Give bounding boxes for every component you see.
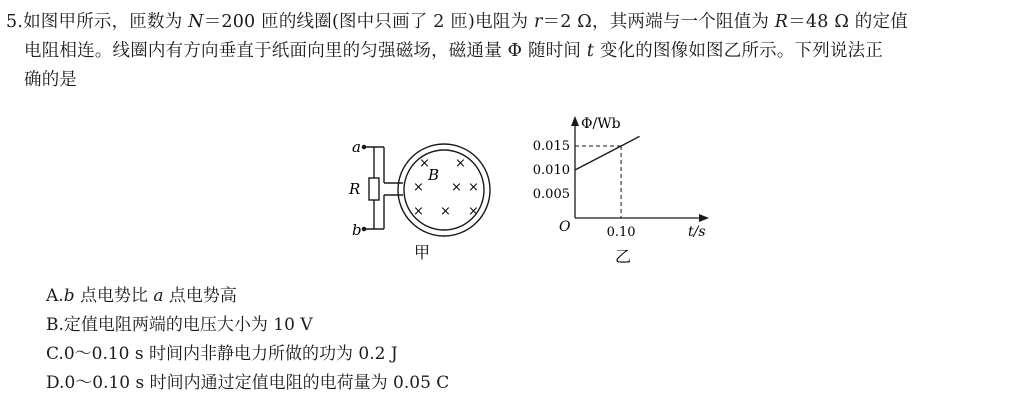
stem-text: 如图甲所示，匝数为 [23, 12, 189, 32]
option-label: C. [46, 344, 64, 364]
stem-text: 电阻相连。线圈内有方向垂直于纸面向里的匀强磁场，磁通量 Φ 随时间 [24, 41, 587, 61]
option-A[interactable] [46, 282, 449, 311]
option-symbol: b [63, 286, 75, 306]
field-cross: × [455, 156, 466, 171]
label-a: a [352, 138, 361, 156]
origin-label: O [559, 219, 571, 235]
symbol-r: r [533, 12, 543, 32]
question-number: 5. [6, 12, 24, 32]
option-label: D. [46, 373, 65, 393]
terminal-a [362, 145, 367, 150]
magnetic-field-crosses [413, 156, 479, 219]
caption-yi: 乙 [615, 247, 632, 266]
option-C[interactable] [46, 340, 449, 369]
option-text: 点电势高 [163, 286, 237, 306]
question-line-3: 确的是 [24, 70, 78, 90]
stem-text: ＝200 匝的线圈(图中只画了 2 匝)电阻为 [203, 12, 534, 32]
flux-series-line [575, 136, 640, 170]
terminal-b [362, 227, 367, 232]
option-D[interactable] [46, 369, 449, 398]
answer-options [46, 282, 449, 398]
field-cross: × [440, 204, 451, 219]
stem-text: 变化的图像如图乙所示。下列说法正 [594, 41, 884, 61]
option-text: 定值电阻两端的电压大小为 10 V [63, 315, 313, 335]
symbol-N: N [188, 12, 204, 32]
resistor-R [369, 178, 379, 200]
field-cross: × [419, 156, 430, 171]
stem-text: ＝2 Ω，其两端与一个阻值为 [542, 12, 775, 32]
option-symbol: a [153, 286, 164, 306]
caption-jia: 甲 [414, 243, 431, 262]
field-cross: × [468, 204, 479, 219]
y-axis-arrow [571, 116, 579, 126]
label-B: B [428, 166, 440, 184]
x-axis-label: t/s [688, 224, 706, 240]
field-cross: × [413, 180, 424, 195]
x-axis-arrow [699, 214, 709, 222]
figure-yi-chart [533, 116, 709, 240]
symbol-R: R [774, 12, 789, 32]
field-cross: × [451, 180, 462, 195]
field-cross: × [413, 204, 424, 219]
option-B[interactable] [46, 311, 449, 340]
option-text: 0～0.10 s 时间内通过定值电阻的电荷量为 0.05 C [64, 373, 450, 393]
x-tick-label: 0.10 [606, 225, 636, 240]
y-tick-label: 0.005 [532, 187, 570, 202]
label-R: R [349, 180, 361, 198]
y-tick-label: 0.015 [532, 139, 570, 154]
symbol-t: t [586, 41, 595, 61]
option-label: A. [46, 286, 64, 306]
stem-text: ＝48 Ω 的定值 [788, 12, 908, 32]
field-cross: × [468, 180, 479, 195]
option-text: 点电势比 [74, 286, 154, 306]
y-axis-label: Φ/Wb [581, 116, 621, 132]
label-b: b [352, 221, 362, 239]
y-tick-label: 0.010 [532, 163, 570, 178]
option-label: B. [46, 315, 64, 335]
option-text: 0～0.10 s 时间内非静电力所做的功为 0.2 J [63, 344, 398, 364]
